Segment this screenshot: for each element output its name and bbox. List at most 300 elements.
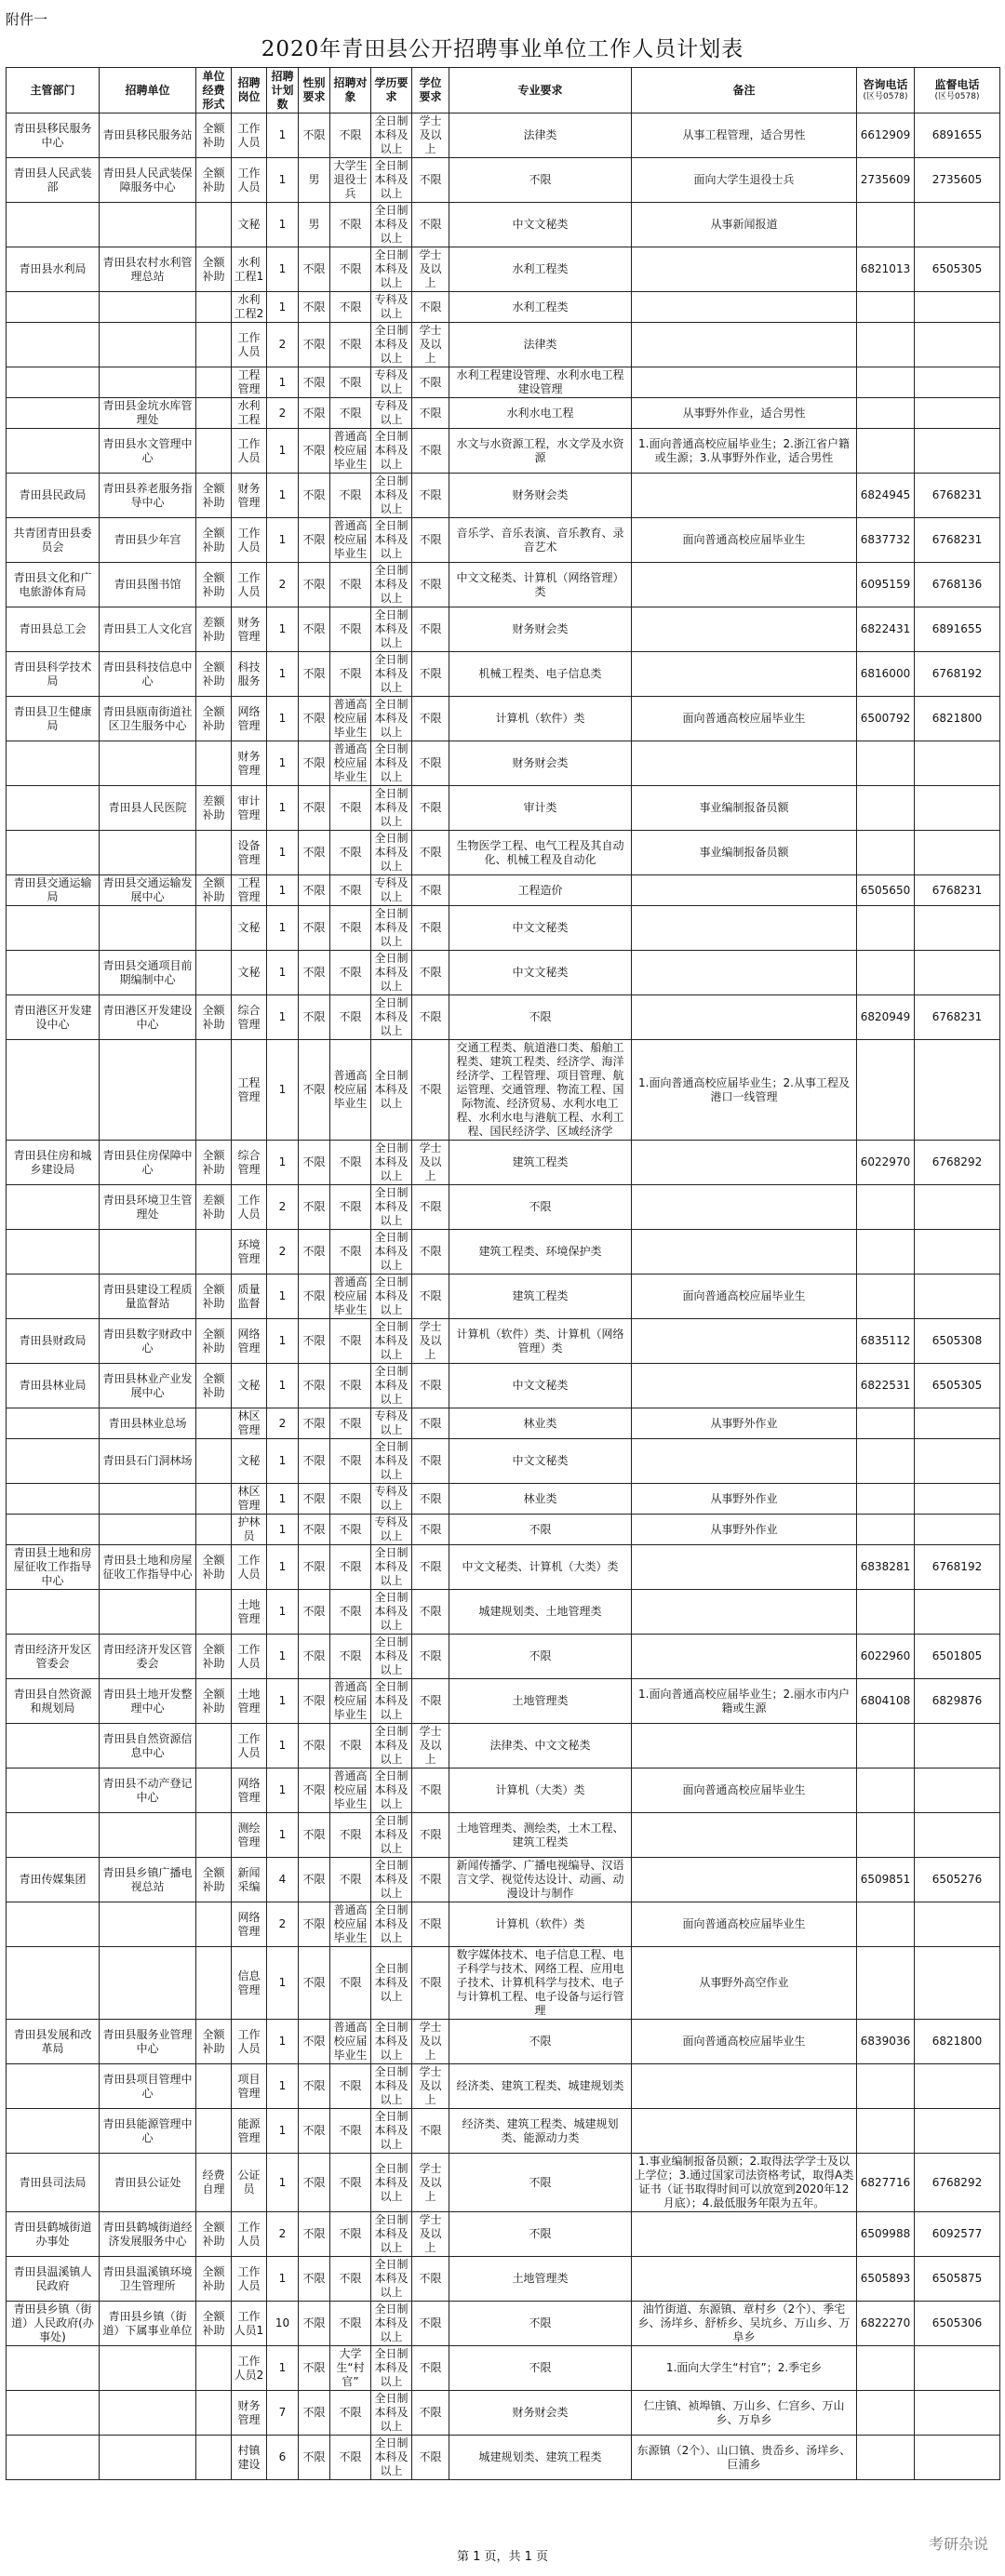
cell-degree: 不限 (412, 1679, 449, 1724)
cell-edu: 全日制本科及以上 (371, 429, 412, 474)
cell-supervise (915, 831, 1000, 875)
cell-form (196, 1515, 232, 1545)
cell-gender: 不限 (299, 741, 330, 786)
cell-major: 工程造价 (449, 875, 632, 906)
cell-edu: 全日制本科及以上 (371, 323, 412, 367)
cell-note: 面向普通高校应届毕业生 (632, 2020, 857, 2064)
cell-degree: 不限 (412, 741, 449, 786)
cell-degree: 不限 (412, 2257, 449, 2302)
cell-degree: 不限 (412, 203, 449, 247)
cell-supervise: 6092577 (915, 2212, 1000, 2257)
cell-unit: 青田县住房保障中心 (100, 1141, 196, 1185)
cell-consult (857, 1947, 915, 2020)
cell-major: 水利工程建设管理、水利水电工程建设管理 (449, 367, 632, 398)
cell-form (196, 203, 232, 247)
cell-form (196, 1484, 232, 1515)
cell-consult: 6505893 (857, 2257, 915, 2302)
cell-unit: 青田县土地开发整理中心 (100, 1679, 196, 1724)
cell-edu: 全日制本科及以上 (371, 1590, 412, 1635)
table-row (7, 2154, 1000, 2212)
cell-edu: 全日制本科及以上 (371, 1947, 412, 2020)
cell-supervise (915, 1724, 1000, 1768)
table-row (7, 563, 1000, 607)
table-row (7, 607, 1000, 652)
cell-degree: 不限 (412, 563, 449, 607)
cell-post: 新闻采编 (232, 1858, 267, 1902)
cell-edu: 全日制本科及以上 (371, 1545, 412, 1590)
cell-unit (100, 906, 196, 951)
cell-dept (7, 831, 100, 875)
cell-form (196, 2109, 232, 2154)
cell-form (196, 367, 232, 398)
cell-degree: 不限 (412, 398, 449, 429)
cell-count: 2 (267, 323, 299, 367)
cell-supervise (915, 1515, 1000, 1545)
cell-count: 1 (267, 1275, 299, 1319)
cell-post: 工作人员 (232, 2257, 267, 2302)
cell-target: 不限 (330, 113, 371, 158)
table-row (7, 203, 1000, 247)
cell-major: 机械工程类、电子信息类 (449, 652, 632, 697)
cell-form: 全额补助 (196, 247, 232, 292)
cell-edu: 专科及以上 (371, 1484, 412, 1515)
cell-supervise (915, 1947, 1000, 2020)
table-row (7, 429, 1000, 474)
cell-supervise (915, 1275, 1000, 1319)
cell-major: 建筑工程类、环境保护类 (449, 1230, 632, 1275)
cell-target: 普通高校应届毕业生 (330, 2020, 371, 2064)
cell-gender: 不限 (299, 1768, 330, 1813)
watermark: 考研杂说 (928, 2535, 988, 2553)
cell-gender: 不限 (299, 247, 330, 292)
cell-edu: 全日制本科及以上 (371, 2020, 412, 2064)
cell-target: 不限 (330, 786, 371, 831)
cell-target: 不限 (330, 367, 371, 398)
cell-major: 不限 (449, 2302, 632, 2346)
cell-form (196, 1040, 232, 1141)
cell-consult: 6839036 (857, 2020, 915, 2064)
cell-dept (7, 1230, 100, 1275)
cell-supervise: 6768192 (915, 1545, 1000, 1590)
cell-degree: 不限 (412, 1185, 449, 1230)
cell-dept: 青田县林业局 (7, 1364, 100, 1408)
cell-consult: 6022970 (857, 1141, 915, 1185)
cell-post: 林区管理 (232, 1484, 267, 1515)
cell-supervise: 2735605 (915, 158, 1000, 203)
table-row (7, 1364, 1000, 1408)
cell-dept: 青田县乡镇（街道）人民政府(办事处) (7, 2302, 100, 2346)
table-row (7, 1724, 1000, 1768)
cell-degree: 学士及以上 (412, 113, 449, 158)
cell-unit: 青田县图书馆 (100, 563, 196, 607)
cell-degree: 不限 (412, 995, 449, 1040)
cell-form (196, 741, 232, 786)
cell-count: 2 (267, 398, 299, 429)
cell-target: 不限 (330, 2064, 371, 2109)
header-major: 专业要求 (449, 68, 632, 113)
cell-degree: 不限 (412, 697, 449, 741)
cell-unit: 青田县鹤城街道经济发展服务中心 (100, 2212, 196, 2257)
cell-supervise (915, 741, 1000, 786)
cell-note: 从事野外作业 (632, 1408, 857, 1439)
cell-note: 油竹街道、东源镇、章村乡（2个）、季宅乡、汤垟乡、舒桥乡、吴坑乡、万山乡、万阜乡 (632, 2302, 857, 2346)
cell-form: 全额补助 (196, 474, 232, 518)
cell-count: 1 (267, 831, 299, 875)
cell-gender: 不限 (299, 1813, 330, 1858)
cell-edu: 全日制本科及以上 (371, 1275, 412, 1319)
cell-unit (100, 1484, 196, 1515)
cell-consult (857, 1902, 915, 1947)
cell-target: 不限 (330, 1141, 371, 1185)
cell-edu: 全日制本科及以上 (371, 831, 412, 875)
cell-note: 仁庄镇、祯埠镇、万山乡、仁宫乡、万山乡、万阜乡 (632, 2391, 857, 2436)
table-row (7, 951, 1000, 995)
cell-gender: 不限 (299, 113, 330, 158)
cell-count: 1 (267, 1319, 299, 1364)
cell-form: 全额补助 (196, 1545, 232, 1590)
cell-consult: 6822431 (857, 607, 915, 652)
cell-unit: 青田县公证处 (100, 2154, 196, 2212)
cell-edu: 全日制本科及以上 (371, 607, 412, 652)
cell-edu: 全日制本科及以上 (371, 158, 412, 203)
cell-form: 全额补助 (196, 875, 232, 906)
cell-supervise (915, 1439, 1000, 1484)
cell-degree: 不限 (412, 1590, 449, 1635)
cell-unit: 青田县林业总场 (100, 1408, 196, 1439)
cell-gender: 不限 (299, 429, 330, 474)
cell-count: 2 (267, 1408, 299, 1439)
cell-degree: 不限 (412, 1040, 449, 1141)
header-post: 招聘岗位 (232, 68, 267, 113)
cell-degree: 不限 (412, 2436, 449, 2480)
cell-count: 1 (267, 906, 299, 951)
cell-consult: 6821013 (857, 247, 915, 292)
cell-dept (7, 292, 100, 323)
cell-major: 数字媒体技术、电子信息工程、电子科学与技术、网络工程、应用电子技术、计算机科学与技术、电子与计算机工程、电子设备与运行管理 (449, 1947, 632, 2020)
cell-form: 全额补助 (196, 995, 232, 1040)
cell-note (632, 1858, 857, 1902)
cell-dept (7, 1724, 100, 1768)
cell-post: 村镇建设 (232, 2436, 267, 2480)
cell-note (632, 652, 857, 697)
cell-degree: 不限 (412, 1515, 449, 1545)
cell-form (196, 1408, 232, 1439)
cell-supervise: 6768136 (915, 563, 1000, 607)
cell-degree: 不限 (412, 1364, 449, 1408)
cell-edu: 专科及以上 (371, 367, 412, 398)
cell-consult (857, 1515, 915, 1545)
cell-dept: 青田县温溪镇人民政府 (7, 2257, 100, 2302)
cell-supervise: 6768292 (915, 2154, 1000, 2212)
cell-post: 工作人员 (232, 323, 267, 367)
cell-post: 文秘 (232, 951, 267, 995)
cell-target: 不限 (330, 951, 371, 995)
cell-major: 计算机（软件）类 (449, 1902, 632, 1947)
cell-degree: 学士及以上 (412, 2020, 449, 2064)
cell-unit (100, 292, 196, 323)
table-row (7, 474, 1000, 518)
cell-consult (857, 2346, 915, 2391)
header-gender: 性别要求 (299, 68, 330, 113)
table-row (7, 1635, 1000, 1679)
cell-note (632, 1185, 857, 1230)
cell-note (632, 995, 857, 1040)
cell-target: 不限 (330, 398, 371, 429)
cell-supervise (915, 2064, 1000, 2109)
cell-edu: 全日制本科及以上 (371, 1439, 412, 1484)
cell-form (196, 1230, 232, 1275)
table-row (7, 1947, 1000, 2020)
cell-gender: 男 (299, 158, 330, 203)
table-row (7, 113, 1000, 158)
cell-major: 经济类、建筑工程类、城建规划类 (449, 2064, 632, 2109)
cell-unit: 青田县项目管理中心 (100, 2064, 196, 2109)
table-row (7, 995, 1000, 1040)
cell-target: 普通高校应届毕业生 (330, 1768, 371, 1813)
cell-edu: 全日制本科及以上 (371, 2391, 412, 2436)
cell-edu: 全日制本科及以上 (371, 1364, 412, 1408)
cell-consult: 6838281 (857, 1545, 915, 1590)
cell-unit: 青田县石门洞林场 (100, 1439, 196, 1484)
cell-dept: 青田县人民武装部 (7, 158, 100, 203)
cell-count: 1 (267, 429, 299, 474)
cell-dept (7, 323, 100, 367)
cell-degree: 不限 (412, 906, 449, 951)
cell-degree: 不限 (412, 951, 449, 995)
cell-dept: 青田港区开发建设中心 (7, 995, 100, 1040)
cell-unit: 青田县瓯南街道社区卫生服务中心 (100, 697, 196, 741)
cell-post: 质量监督 (232, 1275, 267, 1319)
cell-dept (7, 951, 100, 995)
cell-target: 不限 (330, 2109, 371, 2154)
cell-post: 工作人员 (232, 158, 267, 203)
cell-edu: 全日制本科及以上 (371, 474, 412, 518)
cell-supervise: 6768231 (915, 995, 1000, 1040)
cell-gender: 不限 (299, 875, 330, 906)
cell-edu: 全日制本科及以上 (371, 203, 412, 247)
cell-major: 土地管理类 (449, 1679, 632, 1724)
cell-unit (100, 1947, 196, 2020)
cell-dept: 青田县移民服务中心 (7, 113, 100, 158)
cell-form (196, 831, 232, 875)
cell-target: 不限 (330, 563, 371, 607)
cell-degree: 不限 (412, 518, 449, 563)
table-row (7, 875, 1000, 906)
cell-consult (857, 786, 915, 831)
cell-post: 信息管理 (232, 1947, 267, 2020)
cell-supervise: 6821800 (915, 2020, 1000, 2064)
cell-unit (100, 2391, 196, 2436)
cell-edu: 全日制本科及以上 (371, 2154, 412, 2212)
cell-unit (100, 1902, 196, 1947)
cell-gender: 不限 (299, 2212, 330, 2257)
cell-target: 不限 (330, 1319, 371, 1364)
cell-target: 不限 (330, 1590, 371, 1635)
cell-degree: 不限 (412, 1902, 449, 1947)
header-consult: 咨询电话 (区号0578) (857, 68, 915, 113)
cell-gender: 不限 (299, 1635, 330, 1679)
cell-post: 文秘 (232, 906, 267, 951)
cell-unit: 青田县土地和房屋征收工作指导中心 (100, 1545, 196, 1590)
cell-count: 1 (267, 1679, 299, 1724)
cell-gender: 不限 (299, 292, 330, 323)
cell-gender: 不限 (299, 1902, 330, 1947)
cell-dept (7, 2391, 100, 2436)
cell-unit: 青田县移民服务站 (100, 113, 196, 158)
cell-degree: 不限 (412, 652, 449, 697)
cell-consult (857, 398, 915, 429)
cell-target: 普通高校应届毕业生 (330, 1679, 371, 1724)
cell-post: 工作人员 (232, 113, 267, 158)
cell-gender: 不限 (299, 1364, 330, 1408)
cell-note (632, 1230, 857, 1275)
table-row (7, 1813, 1000, 1858)
cell-dept (7, 1275, 100, 1319)
cell-supervise: 6505308 (915, 1319, 1000, 1364)
cell-dept (7, 1515, 100, 1545)
cell-unit: 青田县工人文化宫 (100, 607, 196, 652)
cell-unit: 青田县自然资源信息中心 (100, 1724, 196, 1768)
cell-note: 面向普通高校应届毕业生 (632, 518, 857, 563)
cell-edu: 全日制本科及以上 (371, 1185, 412, 1230)
cell-dept (7, 1439, 100, 1484)
header-unit: 招聘单位 (100, 68, 196, 113)
cell-major: 法律类 (449, 113, 632, 158)
cell-form: 全额补助 (196, 563, 232, 607)
cell-supervise (915, 1484, 1000, 1515)
cell-supervise (915, 951, 1000, 995)
cell-note: 面向普通高校应届毕业生 (632, 1902, 857, 1947)
cell-post: 环境管理 (232, 1230, 267, 1275)
cell-form: 全额补助 (196, 113, 232, 158)
table-row (7, 1185, 1000, 1230)
cell-major: 中文文秘类 (449, 1439, 632, 1484)
cell-unit (100, 203, 196, 247)
cell-degree: 学士及以上 (412, 247, 449, 292)
cell-target: 不限 (330, 247, 371, 292)
cell-target: 不限 (330, 607, 371, 652)
cell-consult: 6509851 (857, 1858, 915, 1902)
cell-gender: 不限 (299, 1230, 330, 1275)
cell-count: 1 (267, 474, 299, 518)
cell-count: 7 (267, 2391, 299, 2436)
cell-count: 1 (267, 875, 299, 906)
cell-dept: 青田县卫生健康局 (7, 697, 100, 741)
cell-post: 林区管理 (232, 1408, 267, 1439)
cell-unit: 青田县少年宫 (100, 518, 196, 563)
cell-form: 全额补助 (196, 652, 232, 697)
cell-consult: 6509988 (857, 2212, 915, 2257)
cell-note (632, 474, 857, 518)
cell-supervise (915, 1813, 1000, 1858)
cell-count: 1 (267, 1545, 299, 1590)
cell-count: 4 (267, 1858, 299, 1902)
cell-major: 建筑工程类 (449, 1275, 632, 1319)
cell-edu: 全日制本科及以上 (371, 1635, 412, 1679)
cell-target: 不限 (330, 652, 371, 697)
cell-target: 普通高校应届毕业生 (330, 1902, 371, 1947)
cell-degree: 不限 (412, 1230, 449, 1275)
cell-note: 从事新闻报道 (632, 203, 857, 247)
cell-major: 中文文秘类、计算机（网络管理）类 (449, 563, 632, 607)
cell-note (632, 1319, 857, 1364)
cell-count: 1 (267, 951, 299, 995)
cell-major: 经济类、建筑工程类、城建规划类、能源动力类 (449, 2109, 632, 2154)
cell-form (196, 906, 232, 951)
cell-note: 从事野外作业，适合男性 (632, 398, 857, 429)
cell-degree: 学士及以上 (412, 1724, 449, 1768)
cell-dept (7, 1768, 100, 1813)
cell-form: 全额补助 (196, 697, 232, 741)
cell-form: 全额补助 (196, 2257, 232, 2302)
cell-edu: 全日制本科及以上 (371, 2346, 412, 2391)
cell-post: 公证员 (232, 2154, 267, 2212)
cell-count: 2 (267, 2212, 299, 2257)
cell-gender: 不限 (299, 697, 330, 741)
cell-count: 1 (267, 2064, 299, 2109)
cell-post: 测绘管理 (232, 1813, 267, 1858)
header-note: 备注 (632, 68, 857, 113)
cell-major: 不限 (449, 2020, 632, 2064)
table-row (7, 1319, 1000, 1364)
cell-gender: 男 (299, 203, 330, 247)
table-row (7, 1439, 1000, 1484)
cell-major: 不限 (449, 1185, 632, 1230)
cell-supervise (915, 906, 1000, 951)
cell-post: 网络管理 (232, 1768, 267, 1813)
cell-note: 1.面向普通高校应届毕业生；2.丽水市内户籍或生源 (632, 1679, 857, 1724)
cell-post: 水利工程2 (232, 292, 267, 323)
cell-post: 网络管理 (232, 1902, 267, 1947)
cell-form (196, 2391, 232, 2436)
cell-edu: 全日制本科及以上 (371, 2212, 412, 2257)
cell-consult (857, 2391, 915, 2436)
cell-target: 普通高校应届毕业生 (330, 1040, 371, 1141)
cell-target: 不限 (330, 474, 371, 518)
cell-target: 普通高校应届毕业生 (330, 429, 371, 474)
cell-gender: 不限 (299, 1947, 330, 2020)
table-row (7, 1230, 1000, 1275)
cell-post: 工作人员 (232, 1545, 267, 1590)
cell-form (196, 398, 232, 429)
cell-unit: 青田港区开发建设中心 (100, 995, 196, 1040)
cell-edu: 全日制本科及以上 (371, 741, 412, 786)
cell-consult (857, 2109, 915, 2154)
cell-supervise (915, 1590, 1000, 1635)
cell-dept: 青田经济开发区管委会 (7, 1635, 100, 1679)
cell-major: 法律类 (449, 323, 632, 367)
cell-degree: 不限 (412, 1439, 449, 1484)
table-row (7, 518, 1000, 563)
cell-gender: 不限 (299, 951, 330, 995)
cell-major: 计算机（软件）类 (449, 697, 632, 741)
cell-form: 全额补助 (196, 2212, 232, 2257)
cell-dept (7, 1484, 100, 1515)
cell-post: 综合管理 (232, 1141, 267, 1185)
cell-note (632, 1635, 857, 1679)
cell-unit: 青田县环境卫生管理处 (100, 1185, 196, 1230)
cell-gender: 不限 (299, 2154, 330, 2212)
cell-count: 1 (267, 1439, 299, 1484)
cell-count: 2 (267, 1902, 299, 1947)
cell-dept: 青田县司法局 (7, 2154, 100, 2212)
cell-unit (100, 367, 196, 398)
cell-edu: 全日制本科及以上 (371, 247, 412, 292)
cell-gender: 不限 (299, 323, 330, 367)
cell-target: 普通高校应届毕业生 (330, 1275, 371, 1319)
cell-edu: 全日制本科及以上 (371, 652, 412, 697)
cell-major: 中文文秘类 (449, 1364, 632, 1408)
